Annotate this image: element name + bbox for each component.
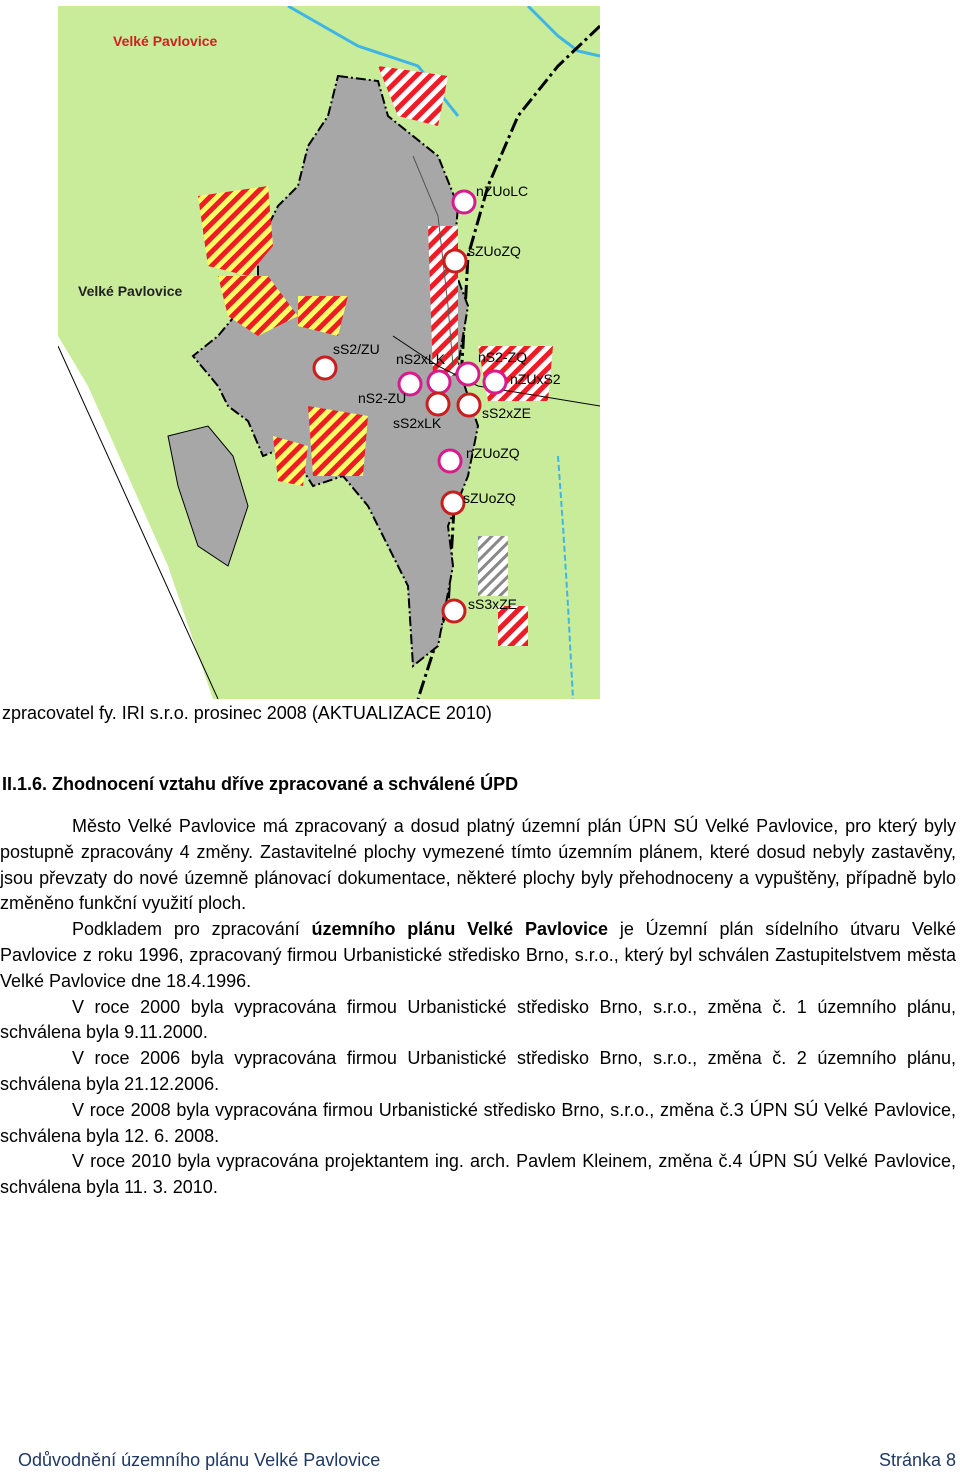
map-marker [453, 191, 475, 213]
map-marker [442, 492, 464, 514]
map-marker [428, 371, 450, 393]
map-code: nS2-ZU [358, 390, 407, 406]
map-code: nZUoZQ [466, 445, 520, 461]
zoning-map [58, 6, 600, 699]
map-code: nS2xLK [396, 351, 446, 367]
page-number: Stránka 8 [878, 1450, 956, 1470]
map-marker [457, 363, 479, 385]
paragraph: Podkladem pro zpracování územního plánu Velké Pavlovice je Územní plán sídelního útvaru Velké Pavlovice z roku 1996, zpracovaný firmou Urbanistické středisko Brno, s.r.o., který byl schválen Zastupitelstvem města Velké Pavlovice dne 18.4.1996. [0, 919, 956, 991]
map-code: sS2xLK [393, 415, 442, 431]
map-code: nS2-ZQ [478, 349, 528, 365]
map-code: nZUxS2 [510, 371, 561, 387]
map-caption: zpracovatel fy. IRI s.r.o. prosinec 2008 (AKTUALIZACE 2010) [2, 703, 492, 723]
page-footer [18, 1450, 956, 1471]
map-marker [458, 394, 480, 416]
paragraph: Město Velké Pavlovice má zpracovaný a dosud platný územní plán ÚPN SÚ Velké Pavlovice, pro který byly postupně zpracovány 4 změny. Zastavitelné plochy vymezené tímto územním plánem, které dosud nebyly zastavěny, jsou převzaty do nové územně plánovací dokumentace, některé plochy byly přehodnoceny a vypuštěny, případně bylo změněno funkční využití ploch. [0, 816, 956, 914]
map-code: sZUoZQ [463, 490, 516, 506]
map-marker [484, 371, 506, 393]
map-code: sZUoZQ [468, 243, 521, 259]
map-code: nZUoLC [476, 183, 529, 199]
section-heading: II.1.6. Zhodnocení vztahu dříve zpracované a schválené ÚPD [2, 774, 519, 794]
body-text [0, 814, 956, 1201]
paragraph: V roce 2006 byla vypracována firmou Urbanistické středisko Brno, s.r.o., změna č. 2 územního plánu, schválena byla 21.12.2006. [0, 1048, 956, 1094]
map-marker [444, 250, 466, 272]
map-town-label-main: Velké Pavlovice [78, 283, 183, 299]
map-marker [439, 450, 461, 472]
paragraph: V roce 2000 byla vypracována firmou Urbanistické středisko Brno, s.r.o., změna č. 1 územního plánu, schválena byla 9.11.2000. [0, 996, 956, 1043]
map-marker [443, 600, 465, 622]
map-code: sS2/ZU [333, 341, 380, 357]
map-marker [427, 393, 449, 415]
map-marker [314, 357, 336, 379]
footer-title: Odůvodnění územního plánu Velké Pavlovice [18, 1450, 381, 1470]
map-town-label-top: Velké Pavlovice [113, 33, 218, 49]
map-code: sS3xZE [468, 596, 518, 612]
map-code: sS2xZE [482, 405, 532, 421]
paragraph: V roce 2010 byla vypracována projektantem ing. arch. Pavlem Kleinem, změna č.4 ÚPN SÚ Velké Pavlovice, schválena byla 11. 3. 2010. [0, 1151, 956, 1198]
paragraph: V roce 2008 byla vypracována firmou Urbanistické středisko Brno, s.r.o., změna č.3 ÚPN SÚ Velké Pavlovice, schválena byla 12. 6. 2008. [0, 1099, 956, 1146]
